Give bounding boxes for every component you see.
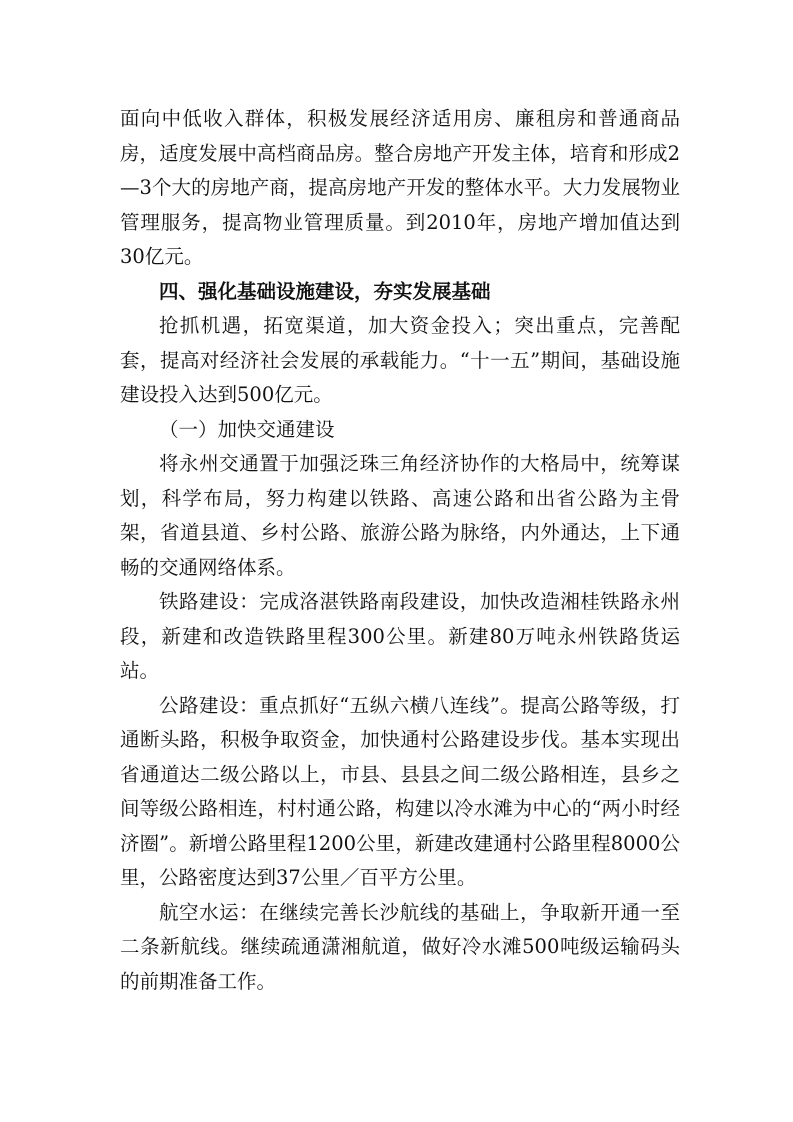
- paragraph-infrastructure-intro: 抢抓机遇，拓宽渠道，加大资金投入；突出重点，完善配套，提高对经济社会发展的承载能力。“十一五”期间，基础设施建设投入达到500亿元。: [120, 314, 680, 406]
- paragraph-real-estate: 面向中低收入群体，积极发展经济适用房、廉租房和普通商品房，适度发展中高档商品房。整合房地产开发主体，培育和形成2—3个大的房地产商，提高房地产开发的整体水平。大力发展物业管理服务，提高物业管理质量。到2010年，房地产增加值达到30亿元。: [120, 107, 680, 268]
- paragraph-transport-overview: 将永州交通置于加强泛珠三角经济协作的大格局中，统筹谋划，科学布局，努力构建以铁路、高速公路和出省公路为主骨架，省道县道、乡村公路、旅游公路为脉络，内外通达，上下通畅的交通网络体系。: [120, 452, 680, 579]
- paragraph-aviation-water: 航空水运：在继续完善长沙航线的基础上，争取新开通一至二条新航线。继续疏通潇湘航道，做好冷水滩500吨级运输码头的前期准备工作。: [120, 900, 680, 993]
- document-page: [120, 102, 680, 999]
- paragraph-highway: 公路建设：重点抓好“五纵六横八连线”。提高公路等级，打通断头路，积极争取资金，加快通村公路建设步伐。基本实现出省通道达二级公路以上，市县、县县之间二级公路相连，县乡之间等级公路相连，村村通公路，构建以冷水滩为中心的“两小时经济圈”。新增公路里程1200公里，新建改建通村公路里程8000公里，公路密度达到37公里／百平方公里。: [120, 693, 680, 889]
- paragraph-railway: 铁路建设：完成洛湛铁路南段建设，加快改造湘桂铁路永州段，新建和改造铁路里程300公里。新建80万吨永州铁路货运站。: [120, 590, 680, 682]
- subheading-transport: （一）加快交通建设: [159, 417, 335, 441]
- section-heading-infrastructure: 四、强化基础设施建设，夯实发展基础: [159, 279, 491, 303]
